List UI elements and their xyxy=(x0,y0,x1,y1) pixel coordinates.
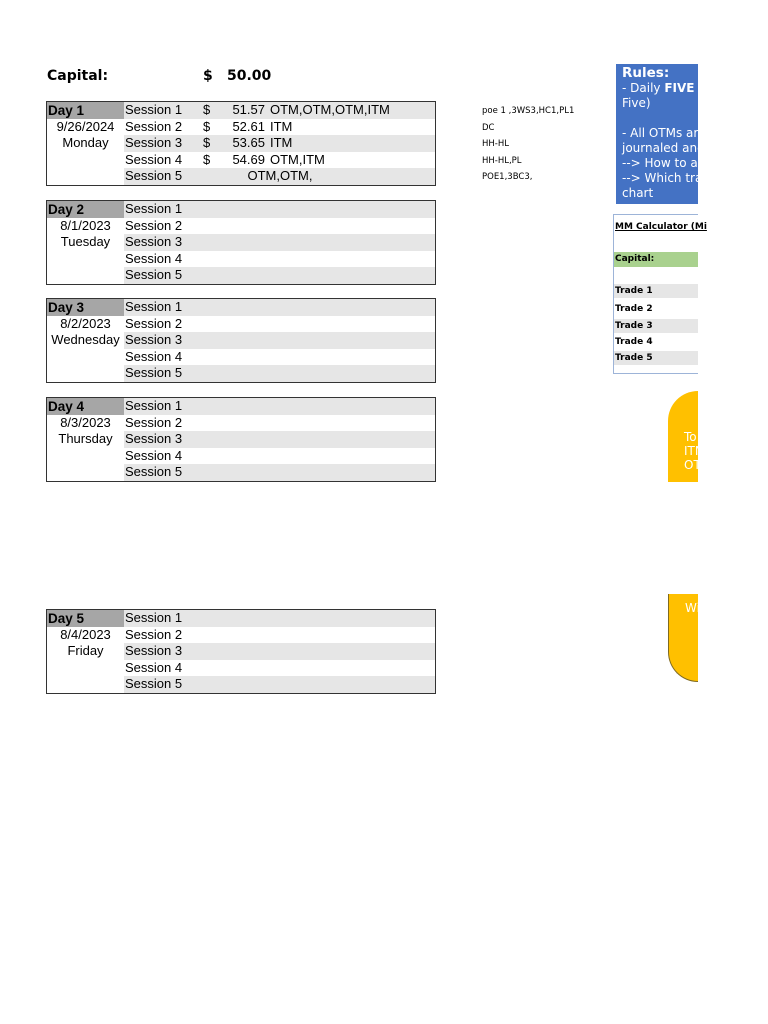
rules-line-2: Five) xyxy=(622,96,651,110)
session-label: Session 5 xyxy=(125,365,183,380)
rules-line-1-prefix: - Daily xyxy=(622,81,665,95)
session-note[interactable]: DC xyxy=(482,122,495,133)
day-weekday: Monday xyxy=(62,135,109,150)
session-label: Session 4 xyxy=(125,447,183,463)
session-label: Session 3 xyxy=(125,135,183,150)
mm-trade-2: Trade 2 xyxy=(615,304,653,314)
rules-line-1-suffix: N xyxy=(694,81,708,95)
rules-line-6: --> Which tra xyxy=(622,171,703,185)
session-result[interactable]: OTM,OTM,OTM,ITM xyxy=(270,102,390,117)
day-block-2 xyxy=(46,200,436,285)
day-date[interactable]: 8/4/2023 xyxy=(60,626,111,642)
session-result[interactable]: ITM xyxy=(270,118,293,134)
day-block-5 xyxy=(46,609,436,694)
session-result[interactable]: ITM xyxy=(270,135,293,150)
session-label: Session 5 xyxy=(125,676,183,691)
mm-trade-4: Trade 4 xyxy=(615,337,653,347)
mm-calculator-title: MM Calculator (Mi xyxy=(615,222,707,232)
session-label: Session 1 xyxy=(125,102,183,117)
callout-totals xyxy=(668,391,704,482)
rules-box xyxy=(616,64,708,204)
session-label: Session 2 xyxy=(125,626,183,642)
callout-win-line-1: Wi xyxy=(685,601,700,615)
capital-value[interactable]: 50.00 xyxy=(227,68,272,84)
callout-totals-line-1: To xyxy=(684,430,697,444)
rules-line-7: chart xyxy=(622,186,654,200)
session-label: Session 2 xyxy=(125,315,183,331)
session-currency: $ xyxy=(203,118,211,134)
mm-calculator xyxy=(613,214,707,374)
callout-totals-line-2: ITN xyxy=(684,444,704,458)
session-label: Session 2 xyxy=(125,414,183,430)
session-label: Session 1 xyxy=(125,299,183,314)
day-block-4 xyxy=(46,397,436,482)
session-note[interactable]: poe 1 ,3WS3,HC1,PL1 xyxy=(482,106,575,116)
mm-trade-1: Trade 1 xyxy=(614,284,698,298)
day-date[interactable]: 8/1/2023 xyxy=(60,217,111,233)
session-label: Session 4 xyxy=(125,250,183,266)
day-date[interactable]: 8/3/2023 xyxy=(60,414,111,430)
rules-line-4: journaled and xyxy=(622,141,705,155)
capital-label: Capital: xyxy=(47,68,109,84)
rules-line-1 xyxy=(622,81,708,96)
session-label: Session 5 xyxy=(125,267,183,282)
day-label: Day 1 xyxy=(47,102,124,119)
session-label: Session 1 xyxy=(125,610,183,625)
session-note[interactable]: POE1,3BC3, xyxy=(482,172,533,182)
session-label: Session 3 xyxy=(125,643,183,658)
session-note[interactable]: HH-HL xyxy=(482,139,509,149)
session-amount[interactable]: 53.65 xyxy=(232,135,265,150)
session-currency: $ xyxy=(203,151,211,167)
day-date[interactable]: 9/26/2024 xyxy=(56,118,115,134)
session-label: Session 4 xyxy=(125,151,183,167)
capital-currency: $ xyxy=(203,68,213,84)
mm-capital-label: Capital: xyxy=(614,252,698,267)
session-label: Session 2 xyxy=(125,217,183,233)
session-currency: $ xyxy=(203,135,211,150)
session-label: Session 1 xyxy=(125,398,183,413)
session-label: Session 3 xyxy=(125,234,183,249)
rules-line-3: - All OTMs ar xyxy=(622,126,699,140)
session-label: Session 5 xyxy=(125,464,183,479)
day-block-3 xyxy=(46,298,436,383)
session-label: Session 4 xyxy=(125,348,183,364)
session-label: Session 3 xyxy=(125,431,183,446)
session-note[interactable]: HH-HL,PL xyxy=(482,155,522,166)
session-label: Session 5 xyxy=(125,168,183,183)
session-amount[interactable]: 52.61 xyxy=(232,118,265,134)
day-weekday: Wednesday xyxy=(51,332,120,347)
session-label: Session 1 xyxy=(125,201,183,216)
callout-totals-line-3: OT xyxy=(684,458,701,472)
session-result[interactable]: OTM,OTM, xyxy=(247,168,313,183)
session-amount[interactable]: 54.69 xyxy=(232,151,265,167)
session-currency: $ xyxy=(203,102,211,117)
day-weekday: Friday xyxy=(67,643,104,658)
day-weekday: Tuesday xyxy=(60,234,111,249)
rules-spacer xyxy=(622,111,698,126)
session-result[interactable]: OTM,ITM xyxy=(270,151,325,167)
day-label: Day 5 xyxy=(47,610,124,627)
day-label: Day 2 xyxy=(47,201,124,218)
session-label: Session 4 xyxy=(125,659,183,675)
callout-win xyxy=(668,594,698,682)
rules-title: Rules: xyxy=(622,65,670,81)
day-label: Day 4 xyxy=(47,398,124,415)
day-label: Day 3 xyxy=(47,299,124,316)
rules-line-1-bold: FIVE xyxy=(664,81,695,95)
session-amount[interactable]: 51.57 xyxy=(232,102,265,117)
rules-line-5: --> How to av xyxy=(622,156,705,170)
session-label: Session 3 xyxy=(125,332,183,347)
session-label: Session 2 xyxy=(125,118,183,134)
day-date[interactable]: 8/2/2023 xyxy=(60,315,111,331)
mm-trade-5: Trade 5 xyxy=(614,351,698,365)
mm-trade-3: Trade 3 xyxy=(614,319,698,333)
day-weekday: Thursday xyxy=(58,431,113,446)
day-block-1 xyxy=(46,101,575,186)
